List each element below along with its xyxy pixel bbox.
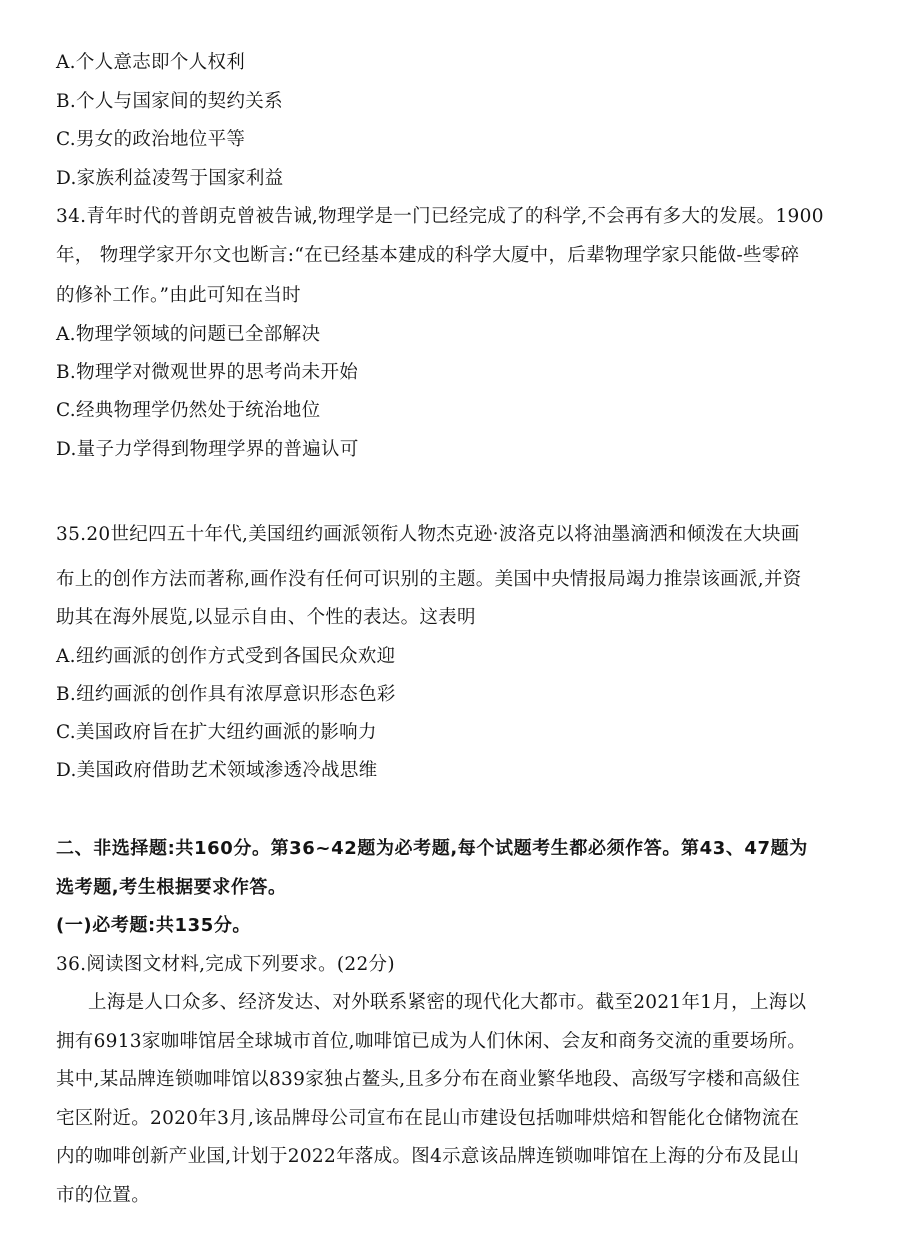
q36-para-line-6: 市的位置。 bbox=[56, 1185, 151, 1206]
q35-option-c: C.美国政府旨在扩大纽约画派的影响力 bbox=[56, 722, 377, 743]
q34-stem-line-2: 年， 物理学家开尔文也断言:“在已经基本建成的科学大厦中，后辈物理学家只能做-些零碎 bbox=[56, 245, 800, 266]
q34-option-a: A.物理学领域的问题已全部解决 bbox=[56, 324, 321, 345]
q33-option-a: A.个人意志即个人权利 bbox=[56, 52, 246, 73]
section2-subheader: (一)必考题:共135分。 bbox=[56, 915, 252, 936]
q34-stem-line-1: 34.青年时代的普朗克曾被告诫,物理学是一门已经完成了的科学,不会再有多大的发展。1900 bbox=[56, 206, 824, 227]
q35-stem-line-1: 35.20世纪四五十年代,美国纽约画派领衔人物杰克逊·波洛克以将油墨滴洒和倾泼在大块画 bbox=[56, 524, 800, 545]
q35-option-d: D.美国政府借助艺术领域渗透冷战思维 bbox=[56, 760, 378, 781]
q33-option-d: D.家族利益凌驾于国家利益 bbox=[56, 168, 284, 189]
q34-option-b: B.物理学对微观世界的思考尚未开始 bbox=[56, 362, 359, 383]
q36-para-line-2: 拥有6913家咖啡馆居全球城市首位,咖啡馆已成为人们休闲、会友和商务交流的重要场所。 bbox=[56, 1031, 807, 1052]
q36-para-line-3: 其中,某品牌连锁咖啡馆以839家独占鳌头,且多分布在商业繁华地段、高级写字楼和高級住 bbox=[56, 1069, 801, 1090]
q36-para-line-4: 宅区附近。2020年3月,该品牌母公司宣布在昆山市建设包括咖啡烘焙和智能化仓储物流在 bbox=[56, 1108, 800, 1129]
q34-option-d: D.量子力学得到物理学界的普遍认可 bbox=[56, 439, 359, 460]
q33-option-c: C.男女的政治地位平等 bbox=[56, 129, 246, 150]
q34-option-c: C.经典物理学仍然处于统治地位 bbox=[56, 400, 321, 421]
q36-title: 36.阅读图文材料,完成下列要求。(22分) bbox=[56, 954, 395, 975]
section2-header-line-2: 选考题,考生根据要求作答。 bbox=[56, 877, 287, 898]
q35-option-a: A.纽约画派的创作方式受到各国民众欢迎 bbox=[56, 646, 396, 667]
q33-option-b: B.个人与国家间的契约关系 bbox=[56, 91, 283, 112]
q36-para-line-5: 内的咖啡创新产业国,计划于2022年落成。图4示意该品牌连锁咖啡馆在上海的分布及昆山 bbox=[56, 1146, 800, 1167]
q34-stem-line-3: 的修补工作。”由此可知在当时 bbox=[56, 285, 301, 306]
section2-header-line-1: 二、非选择题:共160分。第36~42题为必考题,每个试题考生都必须作答。第43、47题为 bbox=[56, 838, 808, 859]
q35-stem-line-2: 布上的创作方法而著称,画作没有任何可识别的主题。美国中央情报局竭力推崇该画派,并资 bbox=[56, 569, 802, 590]
q35-option-b: B.纽约画派的创作具有浓厚意识形态色彩 bbox=[56, 684, 396, 705]
q36-para-line-1: 上海是人口众多、经济发达、对外联系紧密的现代化大都市。截至2021年1月，上海以 bbox=[88, 992, 807, 1013]
q35-stem-line-3: 助其在海外展览,以显示自由、个性的表达。这表明 bbox=[56, 607, 476, 628]
